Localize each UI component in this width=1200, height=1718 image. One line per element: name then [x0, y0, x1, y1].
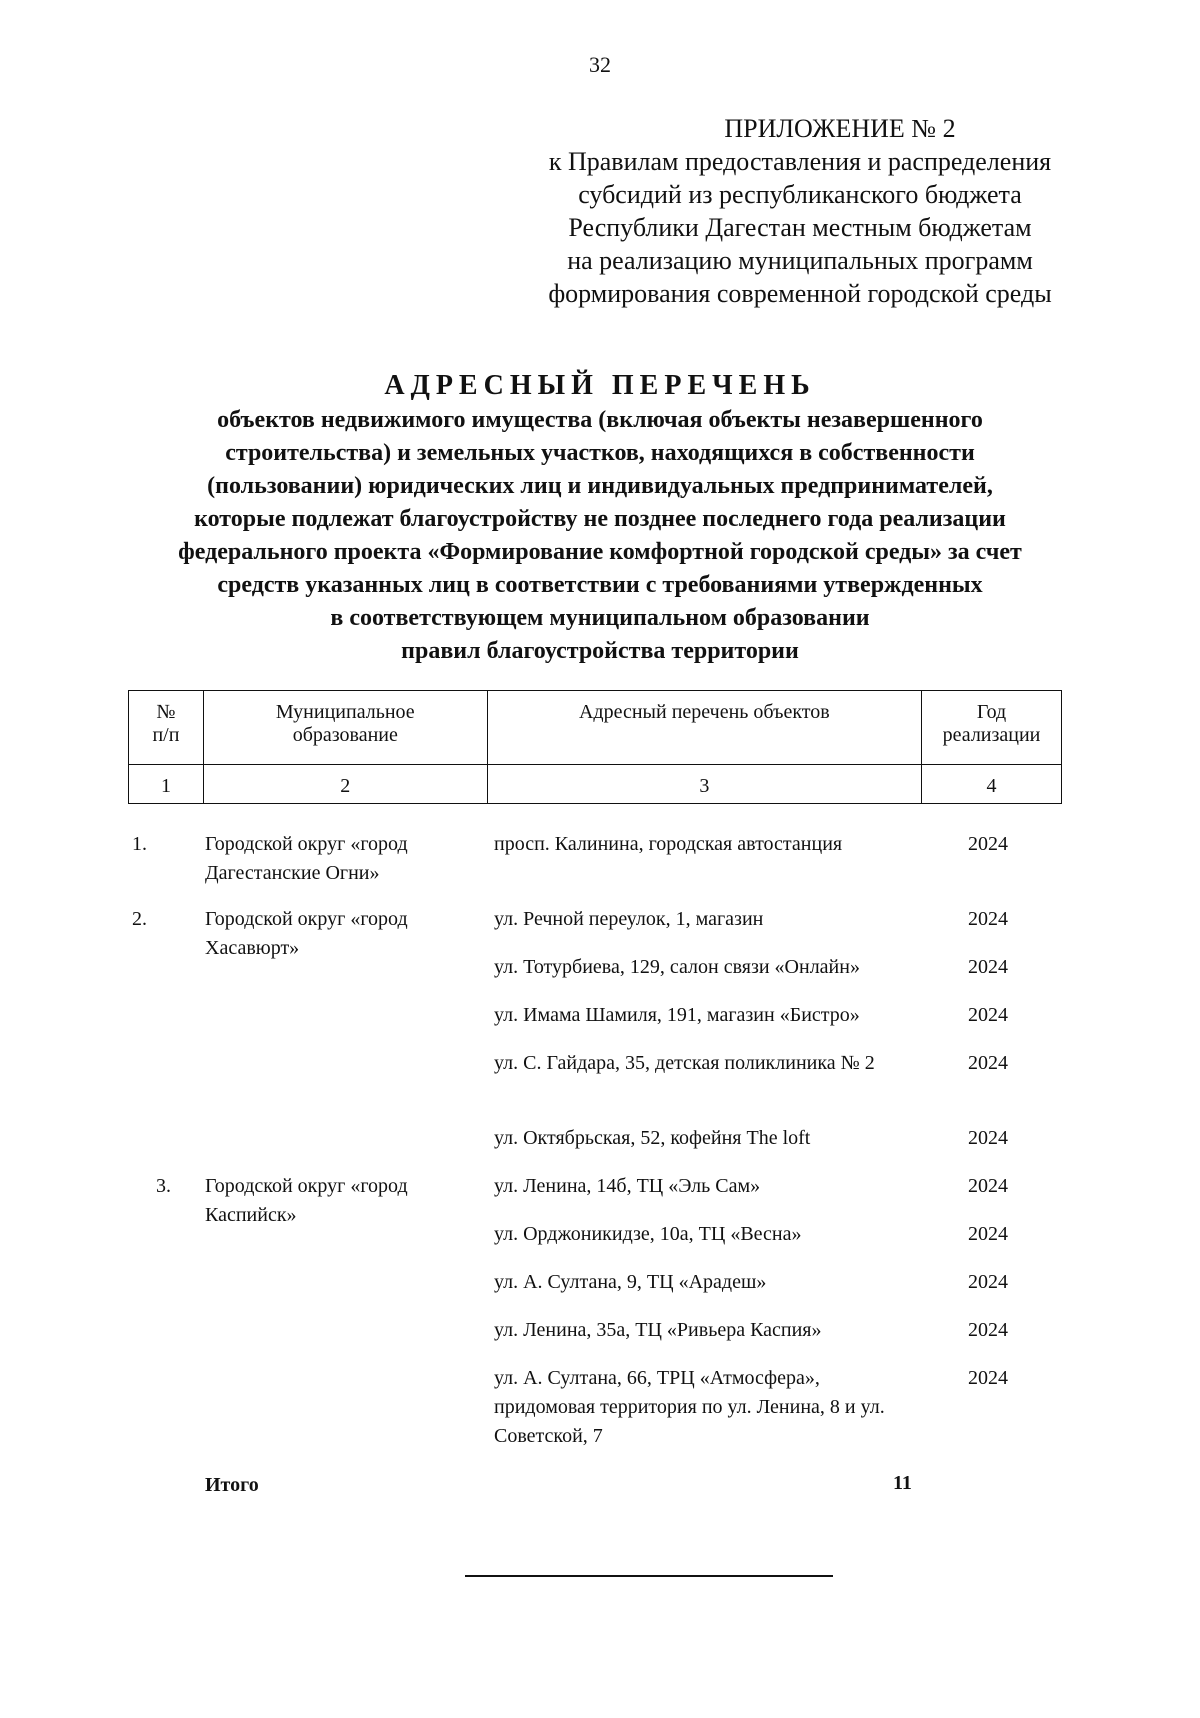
appendix-line: формирования современной городской среды [548, 279, 1052, 308]
subtitle-line: правил благоустройства территории [401, 638, 799, 664]
row-address: ул. Тотурбиева, 129, салон связи «Онлайн» [494, 956, 860, 978]
header-address: Адресный перечень объектов [487, 691, 921, 765]
subtitle-line: средств указанных лиц в соответствии с требованиями утвержденных [217, 572, 983, 598]
row-year: 2024 [968, 908, 1008, 930]
row-address: ул. С. Гайдара, 35, детская поликлиника № 2 [494, 1052, 875, 1074]
subtitle-line: (пользовании) юридических лиц и индивидуальных предпринимателей, [207, 473, 993, 499]
row-year: 2024 [968, 956, 1008, 978]
subtitle-line: в соответствующем муниципальном образовании [330, 605, 870, 631]
document-title: АДРЕСНЫЙ ПЕРЕЧЕНЬ [384, 370, 816, 401]
header-year: Год реализации [922, 691, 1062, 765]
row-municipality: Городской округ «город Каспийск» [205, 1175, 408, 1226]
row-year: 2024 [968, 1127, 1008, 1149]
row-municipality: Городской округ «город Хасавюрт» [205, 908, 408, 959]
subtitle-line: объектов недвижимого имущества (включая объекты незавершенного [217, 407, 983, 433]
row-address: ул. Имама Шамиля, 191, магазин «Бистро» [494, 1004, 860, 1026]
subtitle-line: которые подлежат благоустройству не позднее последнего года реализации [194, 506, 1006, 532]
row-address: ул. Ленина, 35а, ТЦ «Ривьера Каспия» [494, 1319, 822, 1341]
row-year: 2024 [968, 1271, 1008, 1293]
row-year: 2024 [968, 1223, 1008, 1245]
appendix-block [500, 112, 1100, 310]
row-year: 2024 [968, 833, 1008, 855]
appendix-title: ПРИЛОЖЕНИЕ № 2 [724, 114, 956, 143]
column-number: 2 [203, 765, 487, 804]
row-year: 2024 [968, 1319, 1008, 1341]
row-number: 2. [132, 908, 147, 930]
total-value: 11 [893, 1472, 912, 1494]
appendix-line: на реализацию муниципальных программ [567, 246, 1033, 275]
subtitle-line: федерального проекта «Формирование комфортной городской среды» за счет [178, 539, 1022, 565]
row-address: ул. Орджоникидзе, 10а, ТЦ «Весна» [494, 1223, 802, 1245]
row-year: 2024 [968, 1175, 1008, 1197]
subtitle-line: строительства) и земельных участков, находящихся в собственности [225, 440, 975, 466]
row-address: ул. А. Султана, 9, ТЦ «Арадеш» [494, 1271, 767, 1293]
row-address: просп. Калинина, городская автостанция [494, 833, 843, 855]
total-label: Итого [205, 1474, 259, 1496]
row-municipality: Городской округ «город Дагестанские Огни» [205, 833, 408, 884]
row-number: 3. [156, 1175, 171, 1197]
page-number: 32 [589, 52, 611, 77]
row-year: 2024 [968, 1367, 1008, 1389]
row-address: ул. Октябрьская, 52, кофейня The loft [494, 1127, 811, 1149]
appendix-line: к Правилам предоставления и распределения [548, 147, 1052, 176]
document-subtitle [80, 404, 1120, 668]
appendix-line: Республики Дагестан местным бюджетам [568, 213, 1032, 242]
row-address: ул. Ленина, 14б, ТЦ «Эль Сам» [494, 1175, 761, 1197]
header-number: № п/п [129, 691, 204, 765]
column-number: 4 [922, 765, 1062, 804]
table-header [128, 690, 1062, 804]
header-municipality: Муниципальное образование [203, 691, 487, 765]
column-number: 3 [487, 765, 921, 804]
row-year: 2024 [968, 1004, 1008, 1026]
end-divider [465, 1575, 833, 1577]
row-number: 1. [132, 833, 147, 855]
row-year: 2024 [968, 1052, 1008, 1074]
row-address: ул. Речной переулок, 1, магазин [494, 908, 764, 930]
appendix-line: субсидий из республиканского бюджета [578, 180, 1022, 209]
column-number: 1 [129, 765, 204, 804]
row-address: ул. А. Султана, 66, ТРЦ «Атмосфера», придомовая территория по ул. Ленина, 8 и ул. Советской, 7 [494, 1367, 885, 1447]
